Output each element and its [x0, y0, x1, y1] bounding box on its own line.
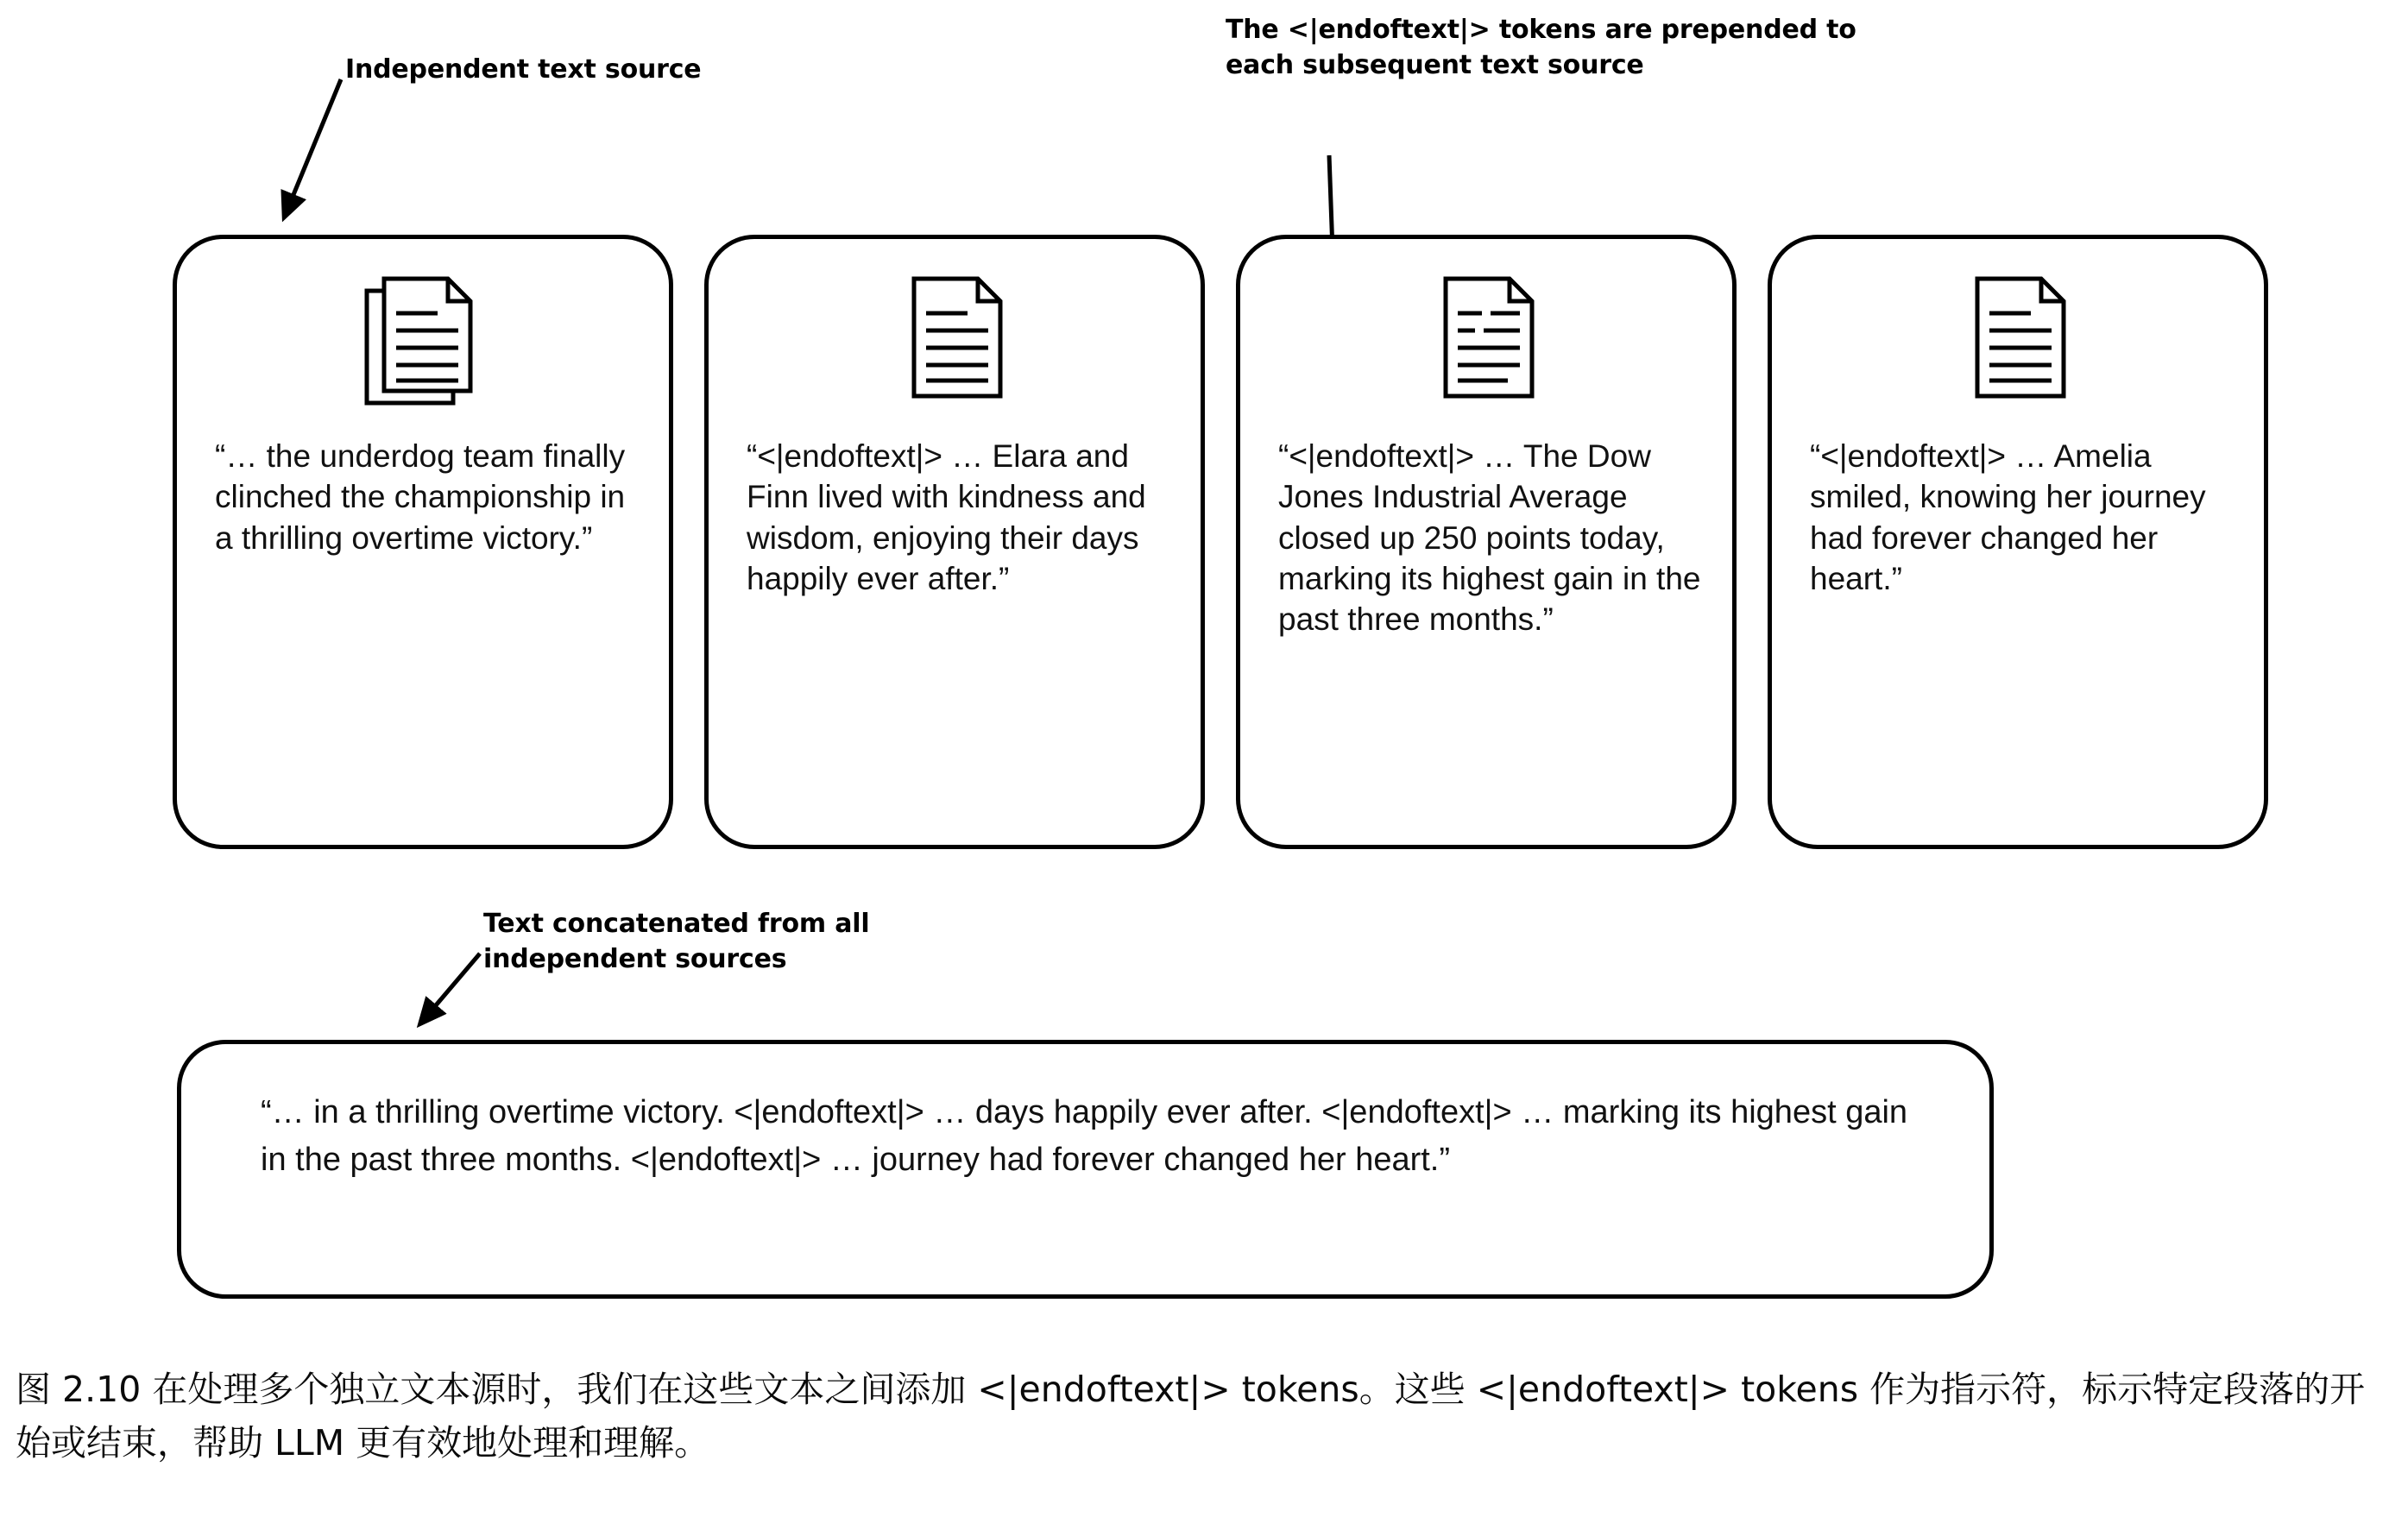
- card-text: “<|endoftext|> … Elara and Finn lived with kindness and wisdom, enjoying their days happily ever after.”: [747, 438, 1156, 597]
- concatenated-text-box: [177, 1040, 1994, 1299]
- text-source-card: [1768, 235, 2268, 849]
- annotation-text-concatenated: Text concatenated from all independent sources: [483, 909, 870, 975]
- text-source-card: [1236, 235, 1737, 849]
- figure-caption: 图 2.10 在处理多个独立文本源时，我们在这些文本之间添加 <|endoftext|> tokens。这些 <|endoftext|> tokens 作为指示符，标示特定段落的开始或结束，帮助 LLM 更有效地处理和理解。: [16, 1369, 2366, 1464]
- arrow-independent-source: [285, 79, 341, 216]
- text-source-card: [173, 235, 673, 849]
- document-icon: [890, 272, 1019, 423]
- card-text: “<|endoftext|> … The Dow Jones Industrial Average closed up 250 points today, marking its highest gain in the past three months.”: [1278, 438, 1710, 638]
- annotation-endoftext-prepended: The <|endoftext|> tokens are prepended to each subsequent text source: [1226, 15, 1856, 81]
- concatenated-text: “… in a thrilling overtime victory. <|endoftext|> … days happily ever after. <|endoftext|> … marking its highest gain in the past three months. <|endoftext|> … journey had forever changed her heart.”: [261, 1094, 1917, 1179]
- card-text: “<|endoftext|> … Amelia smiled, knowing her journey had forever changed her heart.”: [1810, 438, 2215, 597]
- document-icon: [358, 272, 488, 423]
- text-source-card: [704, 235, 1205, 849]
- card-text: “… the underdog team finally clinched the championship in a thrilling overtime victory.”: [215, 438, 634, 556]
- document-icon: [1953, 272, 2083, 423]
- text-source-card-row: [173, 235, 2268, 849]
- arrow-concatenated-note: [421, 954, 480, 1023]
- annotation-independent-text-source: Independent text source: [345, 54, 702, 85]
- document-icon: [1421, 272, 1551, 423]
